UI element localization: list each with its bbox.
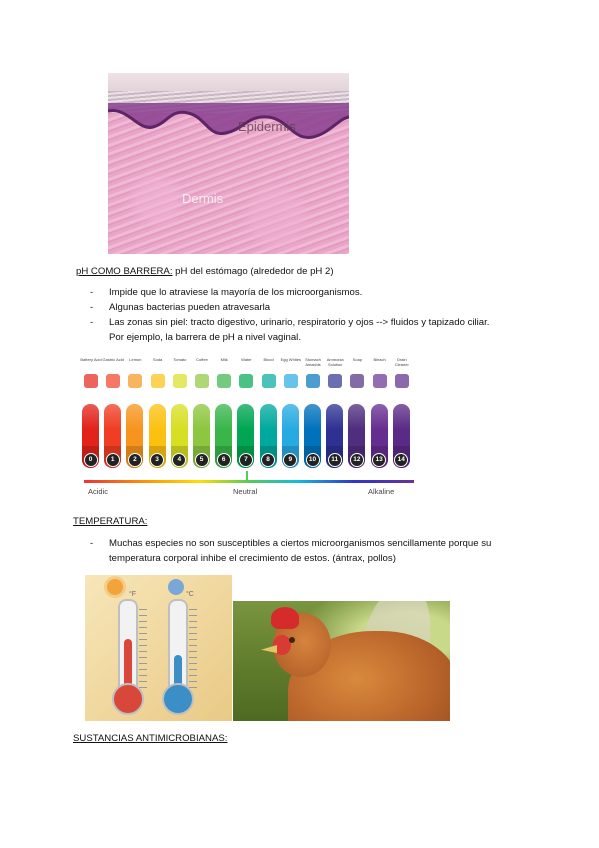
- ph-bullet-2: Algunas bacterias pueden atravesarla: [109, 302, 271, 313]
- chicken-photo: [233, 601, 450, 721]
- ph-number-6: 6: [217, 453, 231, 467]
- hen-comb: [271, 607, 299, 629]
- fahrenheit-ticks: [139, 609, 147, 689]
- ph-scale-image: [78, 358, 424, 504]
- ph-item-6: [212, 358, 236, 388]
- ph-item-4: [168, 358, 192, 388]
- ph-item-icon: [151, 374, 165, 388]
- ph-bullet-3-cont: Por ejemplo, la barrera de pH a nivel vaginal.: [109, 332, 301, 343]
- alkaline-label: Alkaline: [368, 487, 395, 496]
- celsius-unit: °C: [186, 591, 194, 598]
- ph-item-caption: Battery Acid: [80, 358, 102, 362]
- ph-barrier-line: [76, 264, 334, 279]
- ph-item-icon: [84, 374, 98, 388]
- ph-barrier-heading-rest: pH del estómago (alrededor de pH 2): [172, 266, 334, 277]
- ph-number-8: 8: [261, 453, 275, 467]
- ph-item-caption: Drain Cleaner: [394, 358, 409, 367]
- skin-histology-image: [108, 73, 349, 254]
- sun-icon: [107, 579, 123, 595]
- acidic-label: Acidic: [88, 487, 109, 496]
- ph-item-icon: [373, 374, 387, 388]
- epidermis-label: Epidermis: [238, 119, 296, 134]
- ph-number-11: 11: [328, 453, 342, 467]
- ph-item-0: [79, 358, 103, 388]
- ph-number-4: 4: [172, 453, 186, 467]
- ph-item-caption: Milk: [220, 358, 228, 362]
- celsius-bulb: [162, 683, 194, 715]
- ph-item-icon: [217, 374, 231, 388]
- ph-item-caption: Stomach Antacids: [305, 358, 321, 367]
- ph-item-caption: Gastric Acid: [102, 358, 124, 362]
- bullet-dash: -: [90, 302, 94, 313]
- ph-number-1: 1: [106, 453, 120, 467]
- ph-item-9: [279, 358, 303, 388]
- ph-number-5: 5: [195, 453, 209, 467]
- neutral-marker: [246, 471, 248, 480]
- ph-item-caption: Soap: [352, 358, 363, 362]
- ph-item-icon: [106, 374, 120, 388]
- ph-item-caption: Bleach: [373, 358, 386, 362]
- ph-bullet-3: Las zonas sin piel: tracto digestivo, urinario, respiratorio y ojos --> fluidos y tapizado ciliar.: [109, 317, 490, 328]
- ph-item-3: [146, 358, 170, 388]
- ph-item-caption: Tomato: [173, 358, 187, 362]
- ph-number-10: 10: [306, 453, 320, 467]
- ph-item-13: [368, 358, 392, 388]
- ph-item-caption: Coffee: [196, 358, 208, 362]
- ph-barrier-heading: pH COMO BARRERA:: [76, 266, 173, 277]
- thermometers-image: [85, 575, 232, 721]
- temp-bullet-line-1: Muchas especies no son susceptibles a ciertos microorganismos sencillamente porque su: [109, 538, 492, 549]
- bullet-dash: -: [90, 287, 94, 298]
- ph-item-icon: [395, 374, 409, 388]
- ph-item-10: [301, 358, 325, 388]
- ph-number-0: 0: [84, 453, 98, 467]
- hen-beak: [261, 645, 277, 653]
- ph-item-caption: Blood: [263, 358, 274, 362]
- ph-number-12: 12: [350, 453, 364, 467]
- ph-item-caption: Egg Whites: [280, 358, 302, 362]
- ph-bullet-1: Impide que lo atraviese la mayoría de los microorganismos.: [109, 287, 363, 298]
- ph-item-icon: [284, 374, 298, 388]
- ph-item-caption: Soda: [152, 358, 163, 362]
- ph-number-3: 3: [150, 453, 164, 467]
- ph-item-12: [345, 358, 369, 388]
- ph-item-11: [323, 358, 347, 388]
- ph-item-icon: [173, 374, 187, 388]
- neutral-label: Neutral: [233, 487, 258, 496]
- bullet-dash: -: [90, 538, 94, 549]
- ph-item-5: [190, 358, 214, 388]
- ph-item-8: [257, 358, 281, 388]
- antimicrobial-heading: SUSTANCIAS ANTIMICROBIANAS:: [73, 733, 228, 744]
- ph-item-icon: [195, 374, 209, 388]
- ph-number-13: 13: [372, 453, 386, 467]
- ph-item-icon: [239, 374, 253, 388]
- ph-axis-arrow: [84, 480, 414, 483]
- temperature-heading: TEMPERATURA:: [73, 516, 148, 527]
- ph-number-2: 2: [128, 453, 142, 467]
- ph-item-caption: Lemon: [129, 358, 142, 362]
- ph-number-14: 14: [394, 453, 408, 467]
- ph-item-caption: Water: [241, 358, 252, 362]
- ph-item-1: [101, 358, 125, 388]
- bullet-dash: -: [90, 317, 94, 328]
- celsius-ticks: [189, 609, 197, 689]
- ph-item-icon: [262, 374, 276, 388]
- ph-item-2: [123, 358, 147, 388]
- epidermis-layer: [108, 103, 349, 163]
- ph-item-14: [390, 358, 414, 388]
- ph-item-7: [234, 358, 258, 388]
- ph-number-7: 7: [239, 453, 253, 467]
- ph-item-icon: [306, 374, 320, 388]
- dermis-label: Dermis: [182, 191, 224, 206]
- temp-bullet-line-2: temperatura corporal inhibe el crecimiento de estos. (ántrax, pollos): [109, 553, 396, 564]
- hen-eye: [289, 637, 295, 643]
- fahrenheit-unit: °F: [129, 591, 137, 598]
- ph-item-icon: [350, 374, 364, 388]
- ph-item-icon: [128, 374, 142, 388]
- ph-item-icon: [328, 374, 342, 388]
- ph-item-caption: Ammonia Solution: [326, 358, 344, 367]
- ph-number-9: 9: [283, 453, 297, 467]
- snowflake-icon: [168, 579, 184, 595]
- fahrenheit-bulb: [112, 683, 144, 715]
